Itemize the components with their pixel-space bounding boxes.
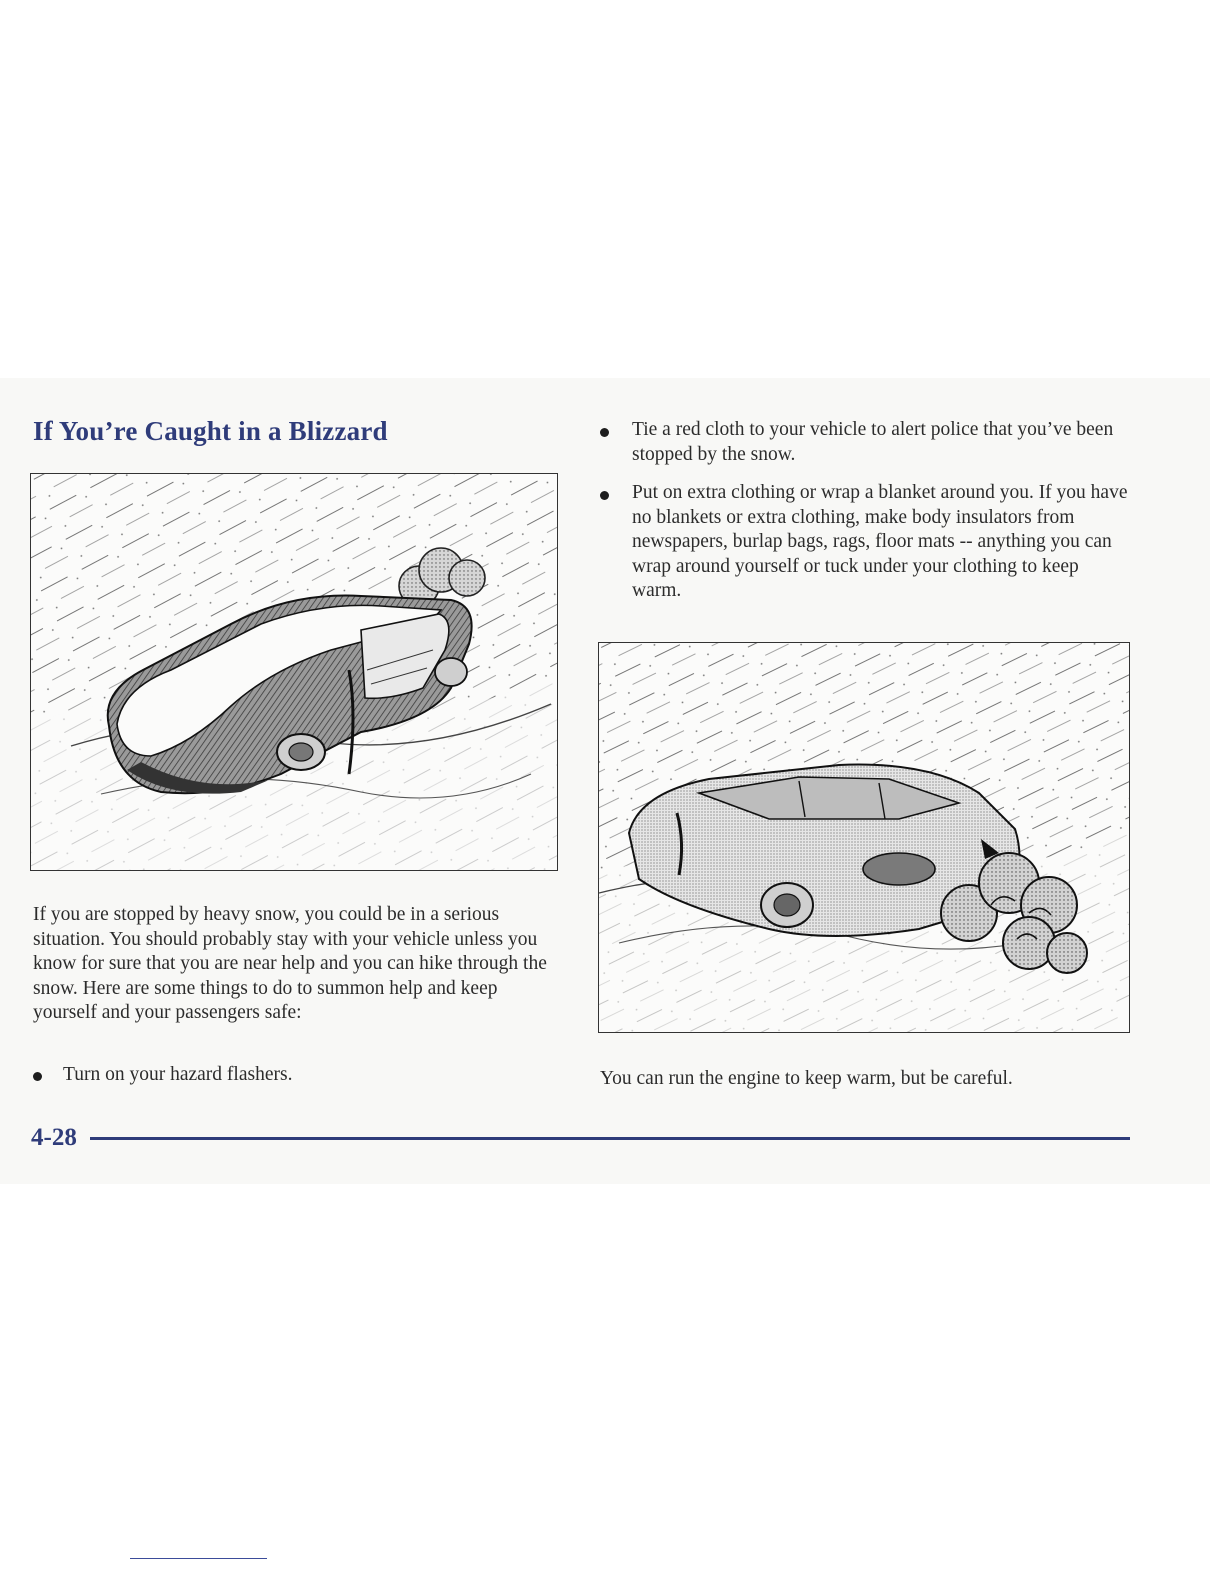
list-item-text: Turn on your hazard flashers. [63,1064,293,1085]
intro-paragraph: If you are stopped by heavy snow, you could be in a serious situation. You should probably stay with your vehicle unless you know for sure that you are near help and you can hike through the snow. Here are some things to do to summon help and keep yourself and your passengers safe: [33,904,547,1024]
list-item [600,481,1130,604]
list-item-text: Put on extra clothing or wrap a blanket around you. If you have no blankets or extra clothing, make body insulators from newspapers, burlap bags, rags, floor mats -- anything you can wrap around yourself or tuck under your clothing to keep warm. [632,482,1128,602]
bullet-icon [33,1072,42,1081]
car-exhaust-in-snow-illustration [598,642,1130,1033]
footer-rule [90,1137,1130,1140]
bullet-icon [600,428,609,437]
list-item-text: Tie a red cloth to your vehicle to alert police that you’ve been stopped by the snow. [632,419,1114,465]
section-title: If You’re Caught in a Blizzard [33,416,388,446]
list-item [600,418,1130,467]
divider [130,1558,267,1559]
bullet-icon [600,491,609,500]
list-item [33,1063,553,1088]
page-number: 4-28 [31,1124,77,1151]
car-buried-in-snow-illustration [30,473,558,871]
image-caption: You can run the engine to keep warm, but be careful. [600,1068,1013,1089]
